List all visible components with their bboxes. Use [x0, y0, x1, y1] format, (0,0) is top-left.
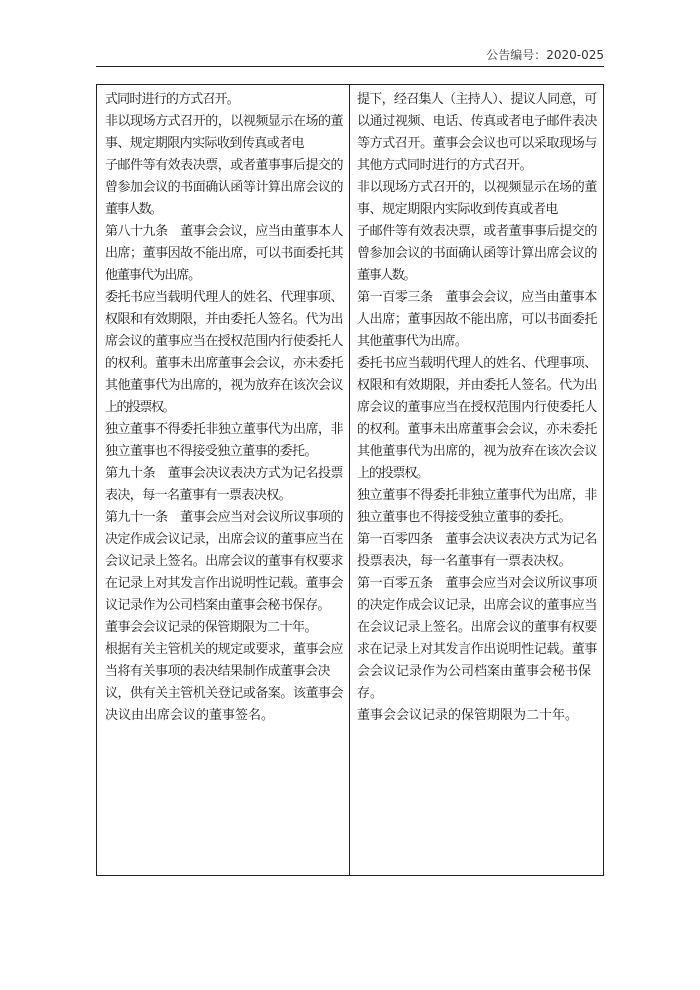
text-line: 子邮件等有效表决票，或者董事事后提交的: [105, 158, 344, 173]
text-line: 会议记录上签名。出席会议的董事有权要求: [105, 554, 344, 569]
text-line: 求在记录上对其发言作出说明性记载。董事: [357, 642, 597, 657]
text-line: 第一百零五条 董事会应当对会议所议事项: [357, 576, 597, 591]
text-line: 以通过视频、电话、传真或者电子邮件表决: [357, 114, 597, 129]
text-line: 独立董事不得委托非独立董事代为出席，非: [357, 488, 597, 503]
document-number: 公告编号：2020-025: [486, 48, 604, 62]
text-line: 第一百零四条 董事会决议表决方式为记名: [357, 532, 597, 547]
text-line: 权限和有效期限，并由委托人签名。代为出: [105, 312, 344, 327]
header-rule: [96, 66, 604, 67]
text-line: 决定作成会议记录，出席会议的董事应当在: [105, 532, 344, 547]
text-line: 根据有关主管机关的规定或要求，董事会应: [105, 642, 344, 657]
text-line: 事、规定期限内实际收到传真或者电: [357, 202, 558, 217]
text-line: 上的投票权。: [105, 400, 175, 415]
text-line: 投票表决，每一名董事有一票表决权。: [357, 554, 572, 569]
text-line: 独立董事也不得接受独立董事的委托。: [105, 444, 317, 459]
text-line: 第一百零三条 董事会会议，应当由董事本: [357, 290, 597, 305]
right-column: [357, 89, 597, 727]
text-line: 曾参加会议的书面确认函等计算出席会议的: [357, 246, 597, 261]
text-line: 在记录上对其发言作出说明性记载。董事会: [105, 576, 344, 591]
text-line: 其他方式同时进行的方式召开。: [357, 158, 533, 173]
text-line: 事、规定期限内实际收到传真或者电: [105, 136, 305, 151]
text-line: 出席；董事因故不能出席，可以书面委托其: [105, 246, 344, 261]
text-line: 等方式召开。董事会会议也可以采取现场与: [357, 136, 597, 151]
text-line: 表决，每一名董事有一票表决权。: [105, 488, 292, 503]
text-line: 委托书应当载明代理人的姓名、代理事项、: [105, 290, 344, 305]
text-line: 子邮件等有效表决票，或者董事事后提交的: [357, 224, 597, 239]
text-line: 权限和有效期限，并由委托人签名。代为出: [357, 378, 597, 393]
text-line: 上的投票权。: [357, 466, 428, 481]
text-line: 他董事代为出席。: [105, 268, 200, 283]
text-line: 议，供有关主管机关登记或备案。该董事会: [105, 686, 344, 701]
text-line: 董事会会议记录的保管期限为二十年。: [105, 620, 317, 635]
text-line: 席会议的董事应当在授权范围内行使委托人: [105, 334, 344, 349]
text-line: 董事会会议记录的保管期限为二十年。: [357, 708, 579, 723]
text-line: 在会议记录上签名。出席会议的董事有权要: [357, 620, 597, 635]
text-line: 其他董事代为出席的，视为放弃在该次会议: [357, 444, 597, 459]
text-line: 席会议的董事应当在授权范围内行使委托人: [357, 400, 597, 415]
text-line: 决议由出席会议的董事签名。: [105, 708, 275, 723]
text-line: 董事人数。: [357, 268, 416, 283]
text-line: 存。: [357, 686, 384, 701]
text-line: 人出席；董事因故不能出席，可以书面委托: [357, 312, 597, 327]
text-line: 提下，经召集人（主持人）、提议人同意，可: [357, 92, 597, 107]
text-line: 独立董事不得委托非独立董事代为出席，非: [105, 422, 344, 437]
text-line: 其他董事代为出席。: [357, 334, 467, 349]
text-line: 第八十九条 董事会会议，应当由董事本人: [105, 224, 344, 239]
text-line: 的决定作成会议记录，出席会议的董事应当: [357, 598, 597, 613]
text-line: 非以现场方式召开的，以视频显示在场的董: [105, 114, 344, 129]
text-line: 第九十条 董事会决议表决方式为记名投票: [105, 466, 344, 481]
text-line: 其他董事代为出席的，视为放弃在该次会议: [105, 378, 344, 393]
column-divider: [349, 84, 350, 876]
text-line: 议记录作为公司档案由董事会秘书保存。: [105, 598, 331, 613]
text-line: 的权利。董事未出席董事会会议，亦未委托: [105, 356, 344, 371]
text-line: 曾参加会议的书面确认函等计算出席会议的: [105, 180, 344, 195]
text-line: 的权利。董事未出席董事会会议，亦未委托: [357, 422, 597, 437]
left-column: [105, 89, 343, 727]
text-line: 会会议记录作为公司档案由董事会秘书保: [357, 664, 592, 679]
text-line: 董事人数。: [105, 202, 162, 217]
text-line: 当将有关事项的表决结果制作成董事会决: [105, 664, 331, 679]
text-line: 委托书应当载明代理人的姓名、代理事项、: [357, 356, 597, 371]
text-line: 第九十一条 董事会应当对会议所议事项的: [105, 510, 344, 525]
text-line: 非以现场方式召开的，以视频显示在场的董: [357, 180, 597, 195]
text-line: 式同时进行的方式召开。: [105, 92, 239, 107]
text-line: 独立董事也不得接受独立董事的委托。: [357, 510, 572, 525]
